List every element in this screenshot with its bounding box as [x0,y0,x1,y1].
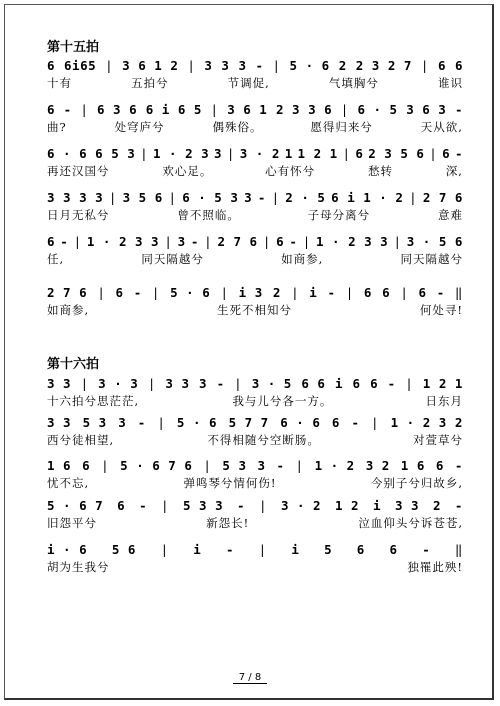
lyric-phrase: 日东月 [425,394,463,408]
bar-line: | [345,284,354,300]
bar-line: | [258,541,267,557]
note-group: i [334,375,344,391]
lyric-line [47,393,463,409]
note-group: 5 3 [222,457,247,473]
note-group: 6 [382,284,391,300]
note-group: 3 [199,375,208,391]
lyric-phrase: 心有怀兮 [265,164,316,178]
lyric-phrase: 如商参, [47,303,90,317]
note-group: - [255,57,264,73]
note-group: i [309,284,318,300]
bar-line: | [405,375,414,391]
note-group: 6 [437,57,446,73]
bar-line: | [151,284,160,300]
bar-line: | [420,57,429,73]
lyric-line [47,515,463,531]
note-group: 6 [47,233,56,249]
note-group: - [63,101,72,117]
note-group: 3 · 2 [280,497,322,513]
note-group: 6 i 1 · 2 [331,189,404,205]
note-group: 5 · 6 7 [47,497,104,513]
lyric-phrase: 任, [47,252,65,266]
note-group: i [291,541,300,557]
note-group: - [237,497,246,513]
note-group: 2 [338,57,347,73]
lyric-line [47,559,463,575]
note-group: 2 3 3 6 [275,101,333,117]
note-group: 3 5 6 [122,189,163,205]
lyric-phrase: 欢心足。 [162,164,213,178]
note-group: 3 [177,233,186,249]
lyric-line [47,119,463,135]
lyric-phrase: 气填胸兮 [328,76,379,90]
note-group: 6 [331,414,340,430]
note-group: 6 [352,375,361,391]
bar-line: | [393,233,402,249]
note-group: 3 3 [47,375,72,391]
note-group: 1 · 2 [314,457,355,473]
lyric-line [47,251,463,267]
bar-line: | [164,233,173,249]
lyric-phrase: 子母分离兮 [307,208,371,222]
note-group: 3 [257,457,266,473]
note-group: 6 [418,284,427,300]
lyric-phrase: 何处寻! [419,303,463,317]
lyric-phrase: 再还汉国兮 [47,164,110,178]
bar-line: | [108,189,117,205]
lyric-phrase: 谁识 [437,76,463,90]
bar-line: | [204,233,213,249]
note-group: - [454,457,463,473]
note-group: i [373,497,382,513]
lyric-phrase: 十六拍兮思茫茫, [47,394,140,408]
note-group: - [454,145,463,161]
notation-line [47,496,463,514]
note-group: 1 6 [47,457,72,473]
bar-line: | [271,189,280,205]
note-group: 3 [244,189,253,205]
lyric-phrase: 日月无私兮 [47,208,110,222]
note-group: - [133,284,142,300]
notation-line [47,540,463,558]
lyric-phrase: 新怨长! [206,516,250,530]
bar-line: | [342,145,351,161]
note-group: 3 [221,57,230,73]
bar-line: | [409,189,418,205]
note-group: 2 [432,497,441,513]
note-group: 5 [324,541,333,557]
note-group: 3 6 1 2 [122,57,179,73]
note-group: 6 [115,284,124,300]
bar-line: | [101,457,110,473]
note-group: 2 7 6 [422,189,463,205]
note-group: 6 [356,541,365,557]
note-group: 3 [214,145,223,161]
notation-line [47,456,463,474]
note-group: - [257,189,266,205]
note-group: 1 · 2 3 3 [86,233,160,249]
note-group: 1 6 [400,457,425,473]
notation-line [47,100,463,118]
note-group: - [60,233,69,249]
note-group: - [436,284,445,300]
note-group: 6 · 6 6 5 3 [47,145,136,161]
note-group: 5 3 3 [182,497,224,513]
note-group: 6 · 5 3 [182,189,239,205]
notation-line [47,232,463,250]
note-group: - [327,284,336,300]
note-group: 3 3 [165,375,190,391]
lyric-phrase: 天从欲, [420,120,463,134]
note-group: 6 [47,57,56,73]
notation-line [47,144,463,162]
bar-line: | [258,497,268,513]
lyric-line [47,302,463,318]
page-number: 7 / 8 [233,672,267,684]
lyric-phrase: 愁转 [367,164,393,178]
note-group: 3 3 [47,414,72,430]
lyric-line [47,75,463,91]
note-group: 6i65 [64,57,97,73]
note-group: 5 · 6 [176,414,218,430]
notation-line [47,374,463,392]
note-group: 3 6 1 [227,101,268,117]
lyric-line [47,163,463,179]
note-group: i 3 [238,284,263,300]
lyric-phrase: 旧怨平兮 [47,516,97,530]
lyric-phrase: 节调促, [227,76,270,90]
note-group: - [454,101,463,117]
note-group: 3 · 5 6 [406,233,463,249]
lyric-phrase: 处穹庐兮 [114,120,165,134]
lyric-phrase: 对萱草兮 [413,433,463,447]
lyric-line [47,432,463,448]
note-group: 6 [363,284,372,300]
note-group: i · 6 [47,541,88,557]
bar-line: | [147,375,156,391]
note-group: - [225,541,234,557]
note-group: 6 [47,101,56,117]
note-group: - [216,375,225,391]
note-group: 6 [355,145,364,161]
bar-line: | [210,101,219,117]
bar-line: | [371,414,380,430]
note-group: 6 · 5 [357,101,398,117]
note-group: 5 · 6 7 6 [120,457,193,473]
note-group: 2 3 5 6 [368,145,425,161]
bar-line: | [168,189,177,205]
note-group: 6 [454,57,463,73]
note-group: 5 3 [82,414,107,430]
notation-line [47,283,463,301]
lyric-phrase: 深, [445,164,463,178]
note-group: 1 · 2 3 [152,145,210,161]
lyric-phrase: 如商参, [281,252,324,266]
note-group: 2 7 6 [217,233,258,249]
lyric-line [47,207,463,223]
note-group: 6 3 6 [96,101,138,117]
note-group: 1 [284,145,293,161]
section-title-15: 第十五拍 [47,40,100,55]
note-group: 3 2 [365,457,390,473]
note-group: 3 [238,57,247,73]
bar-line: | [161,497,170,513]
bar-line: | [160,541,169,557]
bar-line: ‖ [454,541,463,557]
note-group: 3 · 5 [251,375,292,391]
note-group: i [193,541,202,557]
bar-line: | [105,57,114,73]
note-group: - [190,233,199,249]
note-group: - [454,497,463,513]
note-group: - [351,414,360,430]
note-group: 5 7 7 [228,414,269,430]
lyric-phrase: 我与儿兮各一方。 [232,394,333,408]
bar-line: | [429,145,438,161]
note-group: 6 [82,457,91,473]
lyric-phrase: 忧不忘, [47,476,90,490]
bar-line: | [226,145,235,161]
bar-line: | [73,233,82,249]
lyric-phrase: 西兮徒相望, [47,433,115,447]
note-group: - [289,233,298,249]
bar-line: | [291,284,300,300]
lyric-phrase: 五拍兮 [131,76,169,90]
lyric-phrase: 意难 [437,208,463,222]
lyric-phrase: 泣血仰头兮诉苍苍, [358,516,463,530]
bar-line: ‖ [454,284,463,300]
notation-line [47,188,463,206]
note-group: 2 [272,284,281,300]
page-footer [0,672,500,683]
note-group: 1 2 1 [297,145,338,161]
bar-line: | [80,101,89,117]
note-group: 6 [389,541,398,557]
note-group: 6 [276,233,285,249]
bar-line: | [302,233,311,249]
lyric-phrase: 曲? [47,120,67,134]
bar-line: | [272,57,281,73]
bar-line: | [340,101,349,117]
note-group: - [422,541,431,557]
note-group: 5 6 [111,541,136,557]
lyric-phrase: 胡为生我兮 [47,560,110,574]
bar-line: | [234,375,243,391]
note-group: 1 2 [335,497,360,513]
bar-line: | [262,233,271,249]
note-group: 3 [204,57,213,73]
note-group: 2 · 5 [285,189,326,205]
note-group: 6 [370,375,379,391]
note-group: 6 · 6 [280,414,321,430]
bar-line: | [220,284,229,300]
note-group: 5 · 6 [289,57,330,73]
note-group: 6 6 [301,375,326,391]
note-group: 3 · 2 [239,145,280,161]
lyric-line [47,475,463,491]
lyric-phrase: 今别子兮归故乡, [370,476,463,490]
bar-line: | [97,284,106,300]
bar-line: | [80,375,89,391]
note-group: 1 · 2 3 3 [315,233,389,249]
note-group: 5 · 6 [170,284,211,300]
note-group: 6 [117,497,126,513]
note-group: - [137,414,146,430]
note-group: 1 2 1 [422,375,463,391]
note-group: - [276,457,285,473]
lyric-phrase: 独罹此殃! [407,560,463,574]
note-group: 6 [435,457,444,473]
note-group: 3 3 [394,497,420,513]
note-group: 1 · 2 3 2 [390,414,463,430]
lyric-phrase: 曾不照临。 [177,208,240,222]
bar-line: | [295,457,304,473]
notation-line [47,56,463,74]
note-group: 3 · 3 [98,375,139,391]
lyric-phrase: 偶殊俗。 [212,120,263,134]
bar-line: | [157,414,166,430]
lyric-phrase: 愿得归来兮 [310,120,373,134]
note-group: 3 6 3 [406,101,447,117]
lyric-phrase: 生死不相知兮 [217,303,293,317]
lyric-phrase: 十有 [47,76,72,90]
bar-line: | [140,145,149,161]
note-group: 6 [442,145,451,161]
note-group: 3 [118,414,127,430]
lyric-phrase: 同天隔越兮 [400,252,463,266]
bar-line: | [203,457,212,473]
note-group: 2 7 6 [47,284,88,300]
lyric-phrase: 不得相随兮空断肠。 [207,433,320,447]
notation-line [47,413,463,431]
lyric-phrase: 弹鸣琴兮情何伤! [183,476,277,490]
note-group: 2 3 2 7 [355,57,412,73]
note-group: 6 i 6 5 [145,101,202,117]
note-group: - [387,375,396,391]
bar-line: | [400,284,409,300]
note-group: 3 3 3 3 [47,189,104,205]
note-group: - [139,497,148,513]
lyric-phrase: 同天隔越兮 [141,252,204,266]
bar-line: | [187,57,196,73]
section-title-16: 第十六拍 [47,357,100,372]
